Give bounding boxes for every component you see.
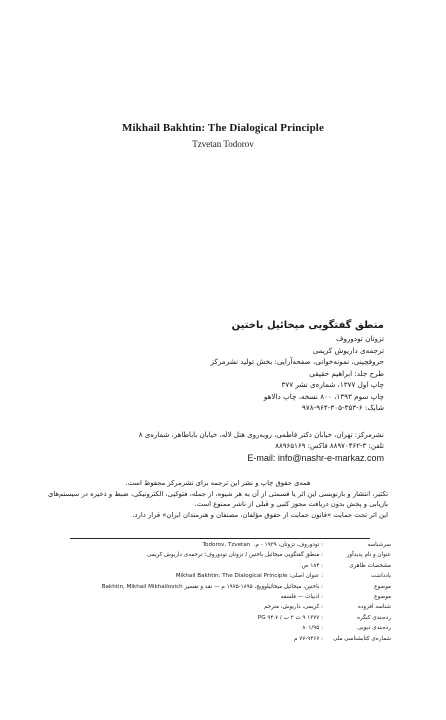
- english-book-title: Mikhail Bakhtin: The Dialogical Principle: [122, 122, 324, 134]
- reproduction-notice: تکثیر، انتشار و بازنویسی این اثر یا قسمتی از آن به هر شیوه، از جمله، فتوکپی، الکترونیکی، ضبط و ذخیره در سیستم‌های بازیابی و پخش بدون دریافت مجوز کتبی و قبلی از ناشر ممنوع است.: [48, 489, 388, 509]
- cip-value: : ۸۰۱/۹۵: [302, 625, 323, 632]
- persian-author: تزوتان تودوروف: [336, 334, 384, 343]
- cip-row: [55, 623, 391, 633]
- cip-value: : ۷۷-۹۴۶۷ م: [294, 635, 323, 642]
- first-print-info: چاپ اول ۱۳۷۷، شماره‌ی نشر ۳۷۷: [281, 380, 384, 389]
- cip-value: : ادبیات — فلسفه: [280, 593, 323, 600]
- third-print-info: چاپ سوم ۱۳۹۳، ۸۰۰ نسخه، چاپ دالاهو: [263, 391, 384, 401]
- cip-row: [55, 550, 391, 560]
- cip-row: [55, 582, 391, 592]
- cataloging-in-publication: [55, 540, 391, 644]
- cip-value: : عنوان اصلی: Mikhail Bakhtin: The Dialogical Principle: [175, 573, 323, 580]
- cip-label: موضوع: [374, 583, 391, 590]
- rights-reserved-line: همه‌ی حقوق چاپ و نشر این ترجمه برای نشرمرکز محفوظ است.: [125, 479, 311, 487]
- publisher-address: نشرمرکز: تهران، خیابان دکتر فاطمی، روبه‌روی هتل لاله، خیابان باباطاهر، شماره‌ی ۸: [138, 431, 384, 439]
- rights-notice: [48, 478, 388, 520]
- cip-row: [55, 592, 391, 602]
- cip-row: [55, 613, 391, 623]
- cip-value: : تودوروف، تزوتان، ۱۹۳۹ - م. Todorov, Tzvetan: [202, 542, 323, 548]
- cover-design-credit: طرح جلد: ابراهیم حقیقی: [309, 368, 384, 378]
- cip-row: [55, 602, 391, 612]
- cip-label: عنوان و نام پدیدآور: [346, 552, 391, 559]
- persian-book-title: منطق گفتگویی میخائیل باختین: [231, 320, 384, 331]
- english-author-name: Tzvetan Todorov: [192, 139, 254, 149]
- cip-label: رده‌بندی کنگره: [357, 614, 391, 621]
- publisher-block: [44, 430, 384, 465]
- cip-value: : ۱۳۷۷ ۹ ت ۲ ب / ۹۴.۷ PG: [257, 614, 323, 621]
- publisher-email: E-mail: info@nashr-e-markaz.com: [247, 453, 384, 463]
- publisher-phone-fax: تلفن: ۳-۸۸۹۷۰۴۶۲ فاکس: ۸۸۹۶۵۱۶۹: [275, 442, 384, 450]
- cip-row: [55, 571, 391, 581]
- typesetting-credit: حروفچینی، نمونه‌خوانی، صفحه‌آرایی: بخش تولید نشرمرکز: [210, 357, 384, 366]
- cip-label: سرشناسه: [367, 542, 391, 548]
- translator-credit: ترجمه‌ی داریوش کریمی: [312, 345, 384, 355]
- cip-row: [55, 561, 391, 571]
- cip-label: یادداشت: [371, 573, 391, 580]
- isbn: شابک: ۶-۳۵۳-۳۰۵-۹۶۴-۹۷۸: [302, 403, 384, 412]
- cip-label: رده‌بندی دیویی: [357, 625, 391, 632]
- colophon-block: [54, 318, 384, 414]
- cip-row: [55, 540, 391, 550]
- cip-value: : باختین، میخائیل میخائیلوویچ، ۱۸۹۵-۱۹۷۵ م — نقد و تفسیر Bakhtin, Mikhail Mikhailovich: [101, 583, 323, 590]
- cip-label: مشخصات ظاهری: [349, 562, 391, 569]
- cip-label: شناسه افزوده: [358, 604, 391, 611]
- cip-value: : منطق گفتگویی میخائیل باختین / تزوتان تودوروف؛ ترجمه‌ی داریوش کریمی: [147, 552, 323, 559]
- cip-value: : ۱۸۴ ص.: [299, 562, 323, 569]
- copyright-law-notice: این اثر تحت حمایت «قانون حمایت از حقوق مؤلفان، مصنفان و هنرمندان ایران» قرار دارد.: [132, 510, 388, 519]
- cip-label: شماره‌ی کتابشناسی ملی: [332, 635, 391, 642]
- divider-rule: [70, 538, 370, 539]
- cip-label: موضوع: [374, 593, 391, 600]
- cip-row: [55, 634, 391, 644]
- cip-value: : کریمی، داریوش، مترجم: [263, 604, 323, 611]
